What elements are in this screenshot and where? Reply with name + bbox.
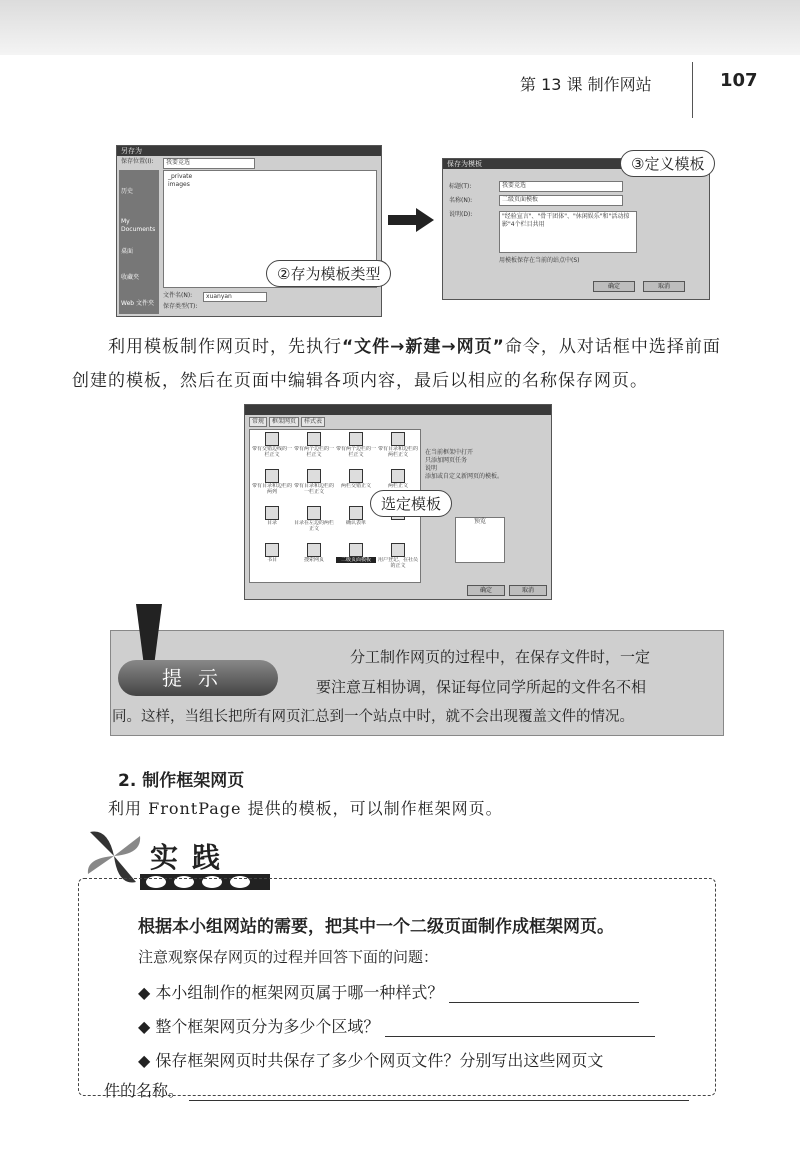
template-label: 用户登记、在社员的正文 [378, 557, 418, 569]
file-item: images [168, 181, 190, 188]
practice-instruction: 注意观察保存网页的过程并回答下面的问题： [138, 948, 439, 966]
options-panel [425, 429, 545, 481]
arrow-right-icon [388, 208, 436, 232]
file-item: _private [168, 173, 193, 180]
desc-label: 说明(D): [449, 211, 473, 218]
filename-input: xuanyan [203, 292, 267, 302]
title-label: 标题(T): [449, 183, 472, 190]
cancel-button: 取消 [509, 585, 547, 596]
question-2-text: ◆ 整个框架网页分为多少个区域？ [138, 1017, 380, 1036]
location-label: 保存位置(I): [121, 158, 154, 165]
tab-row [249, 417, 325, 427]
answer-blank-2 [385, 1036, 655, 1037]
page-number: 107 [720, 70, 758, 91]
option-task-only: 只添加网页任务 [425, 457, 468, 464]
title-input: 我要竞选 [499, 181, 623, 192]
answer-blank-1 [449, 1002, 639, 1003]
page-icon [307, 506, 321, 520]
description-label: 说明 [425, 465, 438, 472]
save-as-dialog-screenshot [116, 145, 382, 317]
section-body: 利用 FrontPage 提供的模板，可以制作框架网页。 [108, 799, 503, 818]
question-1 [138, 980, 639, 1003]
desc-textarea: "经验宣言"、"骨干团体"、"休闲娱乐"和"活动掠影"4个栏目共用 [499, 211, 637, 253]
menu-command: “文件→新建→网页” [342, 337, 505, 357]
dialog-titlebar [245, 405, 551, 415]
filetype-label: 保存类型(T): [163, 303, 198, 310]
header-decoration [0, 0, 800, 55]
practice-title: 实践 [150, 841, 235, 874]
template-label: 两栏交错正文 [340, 483, 371, 489]
para-prefix: 利用模板制作网页时，先执行 [108, 337, 342, 357]
dialog-title: 保存为模板 [443, 159, 709, 169]
page-icon [349, 543, 363, 557]
paragraph-template-usage [72, 330, 732, 398]
template-item [336, 543, 376, 577]
ok-button: 确定 [467, 585, 505, 596]
question-1-text: ◆ 本小组制作的框架网页属于哪一种样式？ [138, 983, 444, 1002]
tip-line-3: 同。这样，当组长把所有网页汇总到一个站点中时，就不会出现覆盖文件的情况。 [112, 709, 634, 725]
template-label: 二级页面模板 [336, 557, 376, 563]
tip-line-1: 分工制作网页的过程中，在保存文件时，一定 [350, 648, 651, 666]
checkbox-label: 用模板保存在当前的站点中(S) [499, 257, 580, 264]
callout-define-template: ③定义模板 [620, 150, 715, 177]
tab-stylesheets: 样式表 [301, 417, 325, 427]
template-item [252, 506, 292, 540]
page-icon [265, 469, 279, 483]
name-input: 二级页面模板 [499, 195, 623, 206]
save-template-dialog-screenshot [442, 158, 710, 300]
question-3 [104, 1078, 689, 1101]
template-label: 带有目录和边栏的一栏正文 [294, 483, 334, 495]
template-item [252, 469, 292, 503]
callout-save-type: ②存为模板类型 [266, 260, 391, 287]
template-label: 带有两个边栏的一栏正文 [294, 446, 334, 458]
header-divider [692, 62, 693, 118]
practice-pinwheel-icon [82, 826, 146, 886]
template-label: 目录在左边的两栏正文 [294, 520, 334, 532]
name-label: 名称(N): [449, 197, 473, 204]
preview-box: 预览 [455, 517, 505, 563]
tab-general: 常规 [249, 417, 267, 427]
page-icon [349, 432, 363, 446]
template-label: 搜索网页 [303, 557, 324, 563]
template-item [252, 543, 292, 577]
page-icon [391, 469, 405, 483]
template-label: 确认表单 [345, 520, 366, 526]
template-label: 带有目录和边栏的两列 [252, 483, 292, 495]
page-icon [265, 506, 279, 520]
places-item: Web 文件夹 [121, 300, 154, 307]
template-item [252, 432, 292, 466]
places-item: 桌面 [121, 248, 134, 255]
section-heading: 2. 制作框架网页 [118, 771, 245, 791]
description-text: 添加或自定义新网页的模板。 [425, 473, 504, 480]
places-item: 历史 [121, 188, 134, 195]
template-label: 书目 [266, 557, 277, 563]
template-label: 两栏正文 [387, 483, 408, 489]
page-icon [265, 432, 279, 446]
template-item [336, 506, 376, 540]
location-select: 我要竞选 [163, 158, 255, 169]
page-icon [391, 543, 405, 557]
page-icon [307, 543, 321, 557]
question-3-text: 件的名称。 [104, 1081, 185, 1100]
template-item [294, 543, 334, 577]
tip-badge: 提示 [118, 660, 278, 696]
template-label: 目录 [266, 520, 277, 526]
answer-blank-3 [189, 1100, 689, 1101]
template-item [294, 432, 334, 466]
para-suffix: 命令，从对话框中选择前面创建的模板，然后在页面中编辑各项内容，最后以相应的名称保存网页。 [72, 337, 721, 391]
dialog-title: 另存为 [117, 146, 381, 156]
places-bar [119, 170, 159, 314]
template-label: 带有两个边栏的一栏正文 [336, 446, 376, 458]
template-item [336, 432, 376, 466]
places-item: My Documents [121, 218, 156, 233]
ok-button: 确定 [593, 281, 635, 292]
tab-frames: 框架网页 [269, 417, 299, 427]
question-3-line-1: ◆ 保存框架网页时共保存了多少个网页文件？分别写出这些网页文 [138, 1051, 604, 1070]
practice-lead: 根据本小组网站的需要，把其中一个二级页面制作成框架网页。 [138, 917, 614, 937]
template-item [294, 469, 334, 503]
page-icon [349, 469, 363, 483]
template-item [294, 506, 334, 540]
question-2 [138, 1014, 655, 1037]
places-item: 收藏夹 [121, 274, 140, 281]
option-open-current: 在当前框架中打开 [425, 449, 474, 456]
filename-label: 文件名(N): [163, 292, 193, 299]
page-icon [307, 469, 321, 483]
page-icon [391, 432, 405, 446]
template-item [378, 432, 418, 466]
page-icon [349, 506, 363, 520]
template-label: 带有交错边线的一栏正文 [252, 446, 292, 458]
callout-select-template: 选定模板 [370, 490, 452, 517]
template-item [378, 543, 418, 577]
cancel-button: 取消 [643, 281, 685, 292]
tip-line-2: 要注意互相协调，保证每位同学所起的文件名不相 [316, 678, 647, 696]
lesson-label: 第 13 课 制作网站 [520, 75, 652, 94]
page-icon [307, 432, 321, 446]
page-icon [265, 543, 279, 557]
template-label: 带有目录和边栏的两栏正文 [378, 446, 418, 458]
